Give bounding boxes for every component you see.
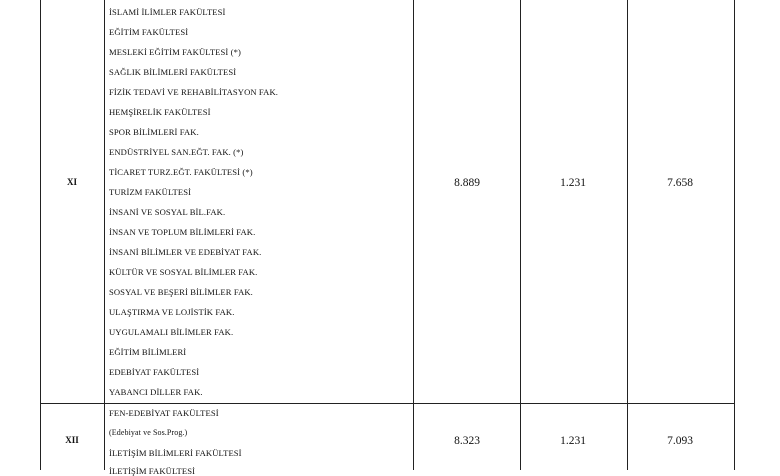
faculty-name: İNSANİ BİLİMLER VE EDEBİYAT FAK. bbox=[109, 247, 262, 257]
faculty-name: ULAŞTIRMA VE LOJİSTİK FAK. bbox=[109, 307, 235, 317]
value-deduction: 1.231 bbox=[560, 177, 586, 189]
faculty-name: İNSAN VE TOPLUM BİLİMLERİ FAK. bbox=[109, 227, 256, 237]
column-divider bbox=[627, 0, 628, 470]
faculty-name: SPOR BİLİMLERİ FAK. bbox=[109, 127, 199, 137]
faculty-name: SOSYAL VE BEŞERİ BİLİMLER FAK. bbox=[109, 287, 253, 297]
faculty-name: HEMŞİRELİK FAKÜLTESİ bbox=[109, 107, 211, 117]
column-divider bbox=[520, 0, 521, 470]
column-divider bbox=[413, 0, 414, 470]
faculty-name: EDEBİYAT FAKÜLTESİ bbox=[109, 367, 200, 377]
value-net: 7.093 bbox=[667, 435, 693, 447]
faculty-name: (Edebiyat ve Sos.Prog.) bbox=[109, 428, 188, 437]
faculty-name: TİCARET TURZ.EĞT. FAKÜLTESİ (*) bbox=[109, 167, 253, 177]
faculty-name: İLETİŞİM FAKÜLTESİ bbox=[109, 466, 196, 476]
faculty-name: FİZİK TEDAVİ VE REHABİLİTASYON FAK. bbox=[109, 87, 279, 97]
faculty-name: ENDÜSTRİYEL SAN.EĞT. FAK. (*) bbox=[109, 147, 244, 157]
row-divider bbox=[40, 403, 735, 404]
faculty-name: İLETİŞİM BİLİMLERİ FAKÜLTESİ bbox=[109, 448, 242, 458]
value-total: 8.889 bbox=[454, 177, 480, 189]
faculty-name: UYGULAMALI BİLİMLER FAK. bbox=[109, 327, 234, 337]
faculty-name: KÜLTÜR VE SOSYAL BİLİMLER FAK. bbox=[109, 267, 258, 277]
faculty-name: EĞİTİM FAKÜLTESİ bbox=[109, 27, 189, 37]
column-divider bbox=[40, 0, 41, 470]
faculty-name: MESLEKİ EĞİTİM FAKÜLTESİ (*) bbox=[109, 47, 241, 57]
value-total: 8.323 bbox=[454, 435, 480, 447]
value-deduction: 1.231 bbox=[560, 435, 586, 447]
column-divider bbox=[734, 0, 735, 470]
row-group-number: XI bbox=[66, 177, 77, 187]
row-group-number: XII bbox=[65, 435, 79, 445]
faculty-name: YABANCI DİLLER FAK. bbox=[109, 387, 203, 397]
faculty-name: FEN-EDEBİYAT FAKÜLTESİ bbox=[109, 408, 219, 418]
faculty-name: İNSANİ VE SOSYAL BİL.FAK. bbox=[109, 207, 226, 217]
faculty-name: SAĞLIK BİLİMLERİ FAKÜLTESİ bbox=[109, 67, 237, 77]
value-net: 7.658 bbox=[667, 177, 693, 189]
faculty-name: EĞİTİM BİLİMLERİ bbox=[109, 347, 187, 357]
column-divider bbox=[104, 0, 105, 470]
faculty-name: İSLAMİ İLİMLER FAKÜLTESİ bbox=[109, 7, 226, 17]
faculty-name: TURİZM FAKÜLTESİ bbox=[109, 187, 192, 197]
